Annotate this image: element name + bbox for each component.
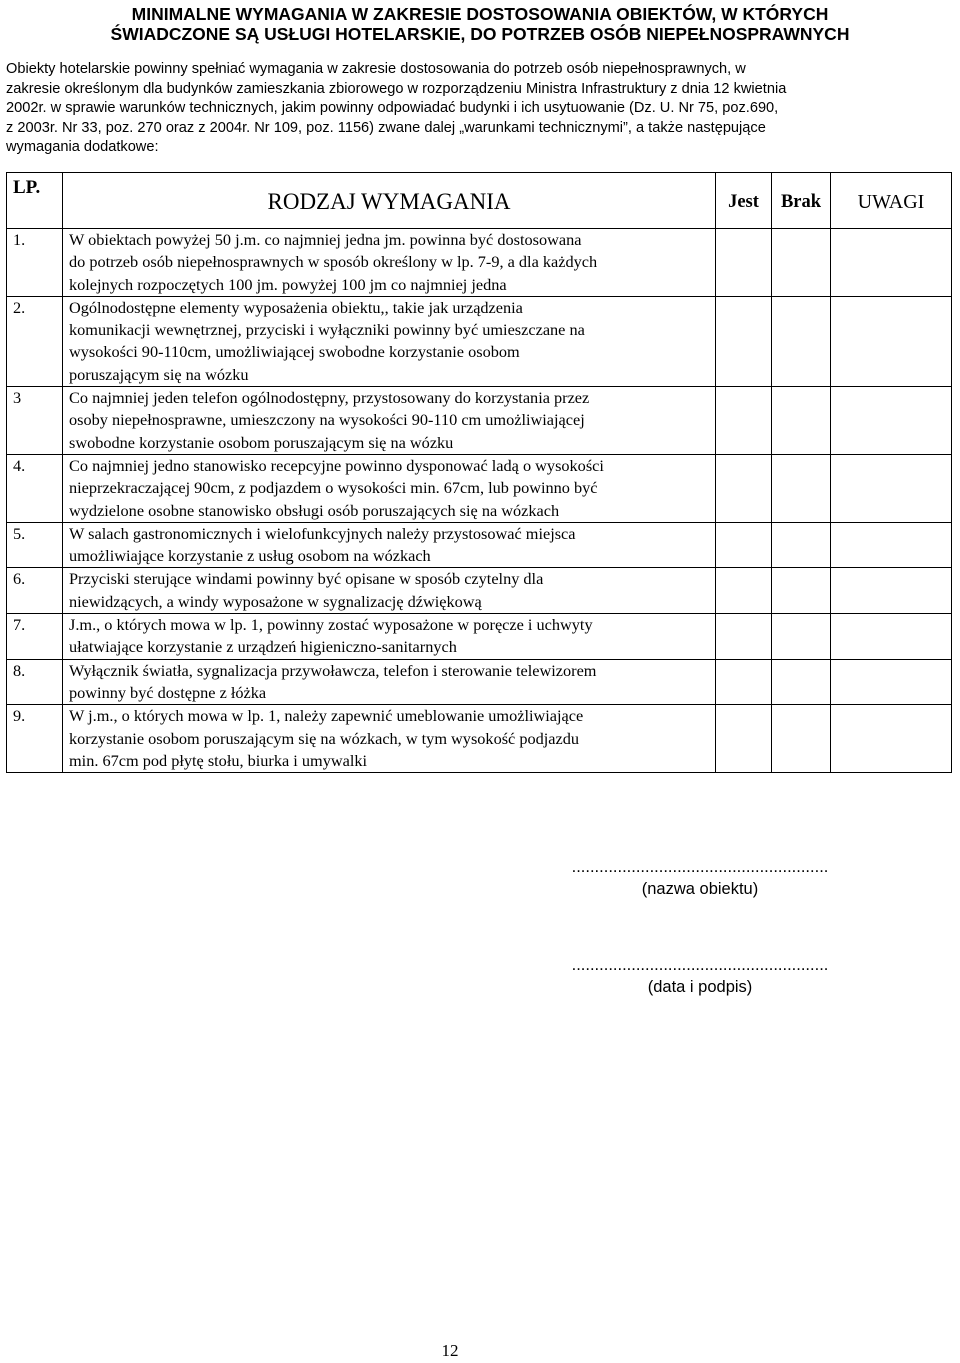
- table-row: [7, 705, 952, 773]
- object-name-dots[interactable]: ........................................................: [571, 858, 829, 876]
- row-jest-checkbox[interactable]: [716, 659, 772, 705]
- row-jest-checkbox[interactable]: [716, 568, 772, 614]
- row-uwagi-field[interactable]: [831, 296, 952, 386]
- row-requirement: Wyłącznik światła, sygnalizacja przywoławcza, telefon i sterowanie telewizorem powinny być dostępne z łóżka: [63, 659, 716, 705]
- table-row: [7, 568, 952, 614]
- header-requirement: RODZAJ WYMAGANIA: [63, 173, 716, 229]
- row-brak-checkbox[interactable]: [772, 522, 831, 568]
- header-jest: Jest: [716, 173, 772, 229]
- date-signature: [525, 954, 875, 998]
- row-brak-checkbox[interactable]: [772, 614, 831, 660]
- row-uwagi-field[interactable]: [831, 522, 952, 568]
- date-signature-label: (data i podpis): [647, 978, 753, 996]
- row-jest-checkbox[interactable]: [716, 229, 772, 297]
- row-brak-checkbox[interactable]: [772, 296, 831, 386]
- date-signature-dots[interactable]: ........................................................: [571, 956, 829, 974]
- row-lp: 7.: [7, 614, 63, 660]
- intro-line-3: 2002r. w sprawie warunków technicznych, jakim powinny odpowiadać budynki i ich usytuowanie (Dz. U. Nr 75, poz.690,: [6, 100, 779, 117]
- row-uwagi-field[interactable]: [831, 387, 952, 455]
- row-jest-checkbox[interactable]: [716, 296, 772, 386]
- table-row: [7, 454, 952, 522]
- row-lp: 4.: [7, 454, 63, 522]
- row-uwagi-field[interactable]: [831, 454, 952, 522]
- row-jest-checkbox[interactable]: [716, 387, 772, 455]
- intro-line-1: Obiekty hotelarskie powinny spełniać wymagania w zakresie dostosowania do potrzeb osób niepełnosprawnych, w: [6, 61, 746, 77]
- row-uwagi-field[interactable]: [831, 659, 952, 705]
- row-jest-checkbox[interactable]: [716, 705, 772, 773]
- row-lp: 1.: [7, 229, 63, 297]
- document-title: [0, 4, 960, 44]
- row-brak-checkbox[interactable]: [772, 229, 831, 297]
- row-requirement: Co najmniej jeden telefon ogólnodostępny, przystosowany do korzystania przez osoby niepełnosprawne, umieszczony na wysokości 90-110 cm umożliwiającej swobodne korzystanie osobom poruszającym się na wózku: [63, 387, 716, 455]
- row-jest-checkbox[interactable]: [716, 614, 772, 660]
- row-lp: 8.: [7, 659, 63, 705]
- row-jest-checkbox[interactable]: [716, 522, 772, 568]
- header-uwagi: UWAGI: [831, 173, 952, 229]
- table-row: [7, 229, 952, 297]
- row-requirement: W j.m., o których mowa w lp. 1, należy zapewnić umeblowanie umożliwiające korzystanie osobom poruszającym się na wózkach, w tym wysokość podjazdu min. 67cm pod płytę stołu, biurka i umywalki: [63, 705, 716, 773]
- row-lp: 5.: [7, 522, 63, 568]
- row-lp: 3: [7, 387, 63, 455]
- row-requirement: Ogólnodostępne elementy wyposażenia obiektu,, takie jak urządzenia komunikacji wewnętrznej, przyciski i wyłączniki powinny być umieszczane na wysokości 90-110cm, umożliwiającej swobodne korzystanie osobom poruszającym się na wózku: [63, 296, 716, 386]
- intro-line-2: zakresie określonym dla budynków zamieszkania zbiorowego w rozporządzeniu Ministra Infrastruktury z dnia 12 kwietnia: [6, 80, 787, 97]
- row-requirement: W obiektach powyżej 50 j.m. co najmniej jedna jm. powinna być dostosowana do potrzeb osób niepełnosprawnych w sposób określony w lp. 7-9, a dla każdych kolejnych rozpoczętych 100 jm. powyżej 100 jm co najmniej jedna: [63, 229, 716, 297]
- row-uwagi-field[interactable]: [831, 568, 952, 614]
- row-brak-checkbox[interactable]: [772, 568, 831, 614]
- header-lp: LP.: [7, 173, 63, 229]
- table-row: [7, 522, 952, 568]
- object-name-signature: [525, 856, 875, 900]
- row-uwagi-field[interactable]: [831, 229, 952, 297]
- table-row: [7, 659, 952, 705]
- object-name-label: (nazwa obiektu): [641, 880, 759, 898]
- row-brak-checkbox[interactable]: [772, 454, 831, 522]
- row-brak-checkbox[interactable]: [772, 387, 831, 455]
- table-row: [7, 387, 952, 455]
- header-brak: Brak: [772, 173, 831, 229]
- table-row: [7, 614, 952, 660]
- row-brak-checkbox[interactable]: [772, 705, 831, 773]
- row-requirement: Co najmniej jedno stanowisko recepcyjne powinno dysponować ladą o wysokości nieprzekraczającej 90cm, z podjazdem o wysokości min. 67cm, lub powinno być wydzielone osobne stanowisko obsługi osób poruszających się na wózkach: [63, 454, 716, 522]
- requirements-table: [6, 172, 952, 773]
- row-uwagi-field[interactable]: [831, 705, 952, 773]
- table-header-row: [7, 173, 952, 229]
- row-requirement: W salach gastronomicznych i wielofunkcyjnych należy przystosować miejsca umożliwiające korzystanie z usług osobom na wózkach: [63, 522, 716, 568]
- table-row: [7, 296, 952, 386]
- row-jest-checkbox[interactable]: [716, 454, 772, 522]
- row-lp: 6.: [7, 568, 63, 614]
- row-brak-checkbox[interactable]: [772, 659, 831, 705]
- intro-paragraph: [6, 60, 886, 158]
- title-line-2: ŚWIADCZONE SĄ USŁUGI HOTELARSKIE, DO POTRZEB OSÓB NIEPEŁNOSPRAWNYCH: [110, 24, 850, 44]
- row-uwagi-field[interactable]: [831, 614, 952, 660]
- title-line-1: MINIMALNE WYMAGANIA W ZAKRESIE DOSTOSOWANIA OBIEKTÓW, W KTÓRYCH: [131, 4, 829, 24]
- intro-line-5: wymagania dodatkowe:: [6, 139, 159, 156]
- row-requirement: J.m., o których mowa w lp. 1, powinny zostać wyposażone w poręcze i uchwyty ułatwiające korzystanie z urządzeń higieniczno-sanitarnych: [63, 614, 716, 660]
- intro-line-4: z 2003r. Nr 33, poz. 270 oraz z 2004r. Nr 109, poz. 1156) zwane dalej „warunkami technicznymi”, a także następujące: [6, 119, 766, 136]
- row-lp: 2.: [7, 296, 63, 386]
- row-lp: 9.: [7, 705, 63, 773]
- row-requirement: Przyciski sterujące windami powinny być opisane w sposób czytelny dla niewidzących, a windy wyposażone w sygnalizację dźwiękową: [63, 568, 716, 614]
- page-number: 12: [441, 1341, 459, 1360]
